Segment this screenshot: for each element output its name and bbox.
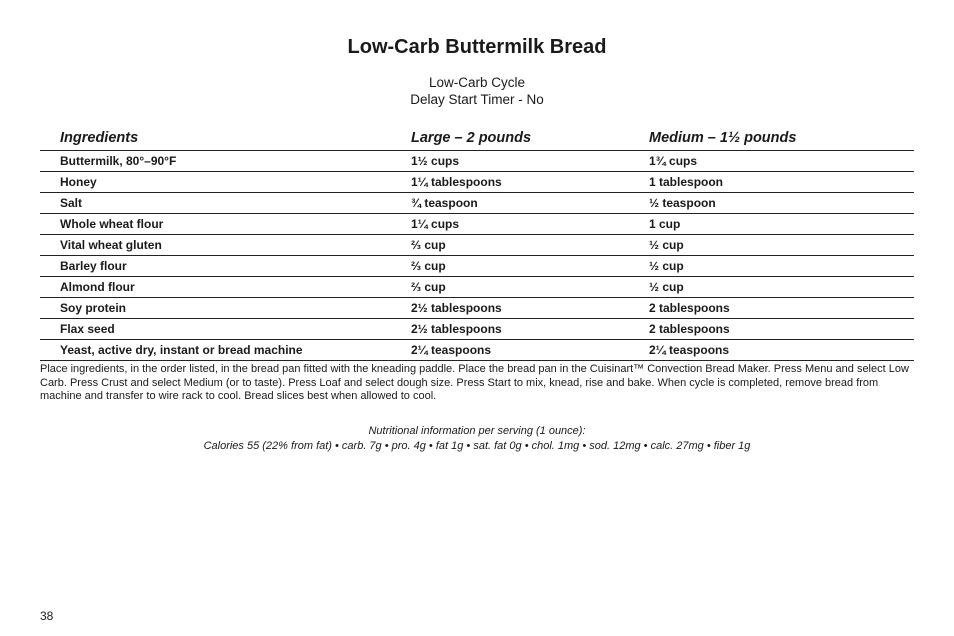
medium-amount: 2 tablespoons bbox=[649, 322, 730, 336]
medium-amount: 2¼ teaspoons bbox=[649, 343, 730, 357]
ingredient-name: Honey bbox=[60, 175, 97, 189]
large-amount: ⅔ cup bbox=[411, 259, 446, 273]
large-amount: 1¼ tablespoons bbox=[411, 175, 502, 189]
recipe-title: Low-Carb Buttermilk Bread bbox=[347, 36, 607, 58]
header-ingredients: Ingredients bbox=[60, 130, 139, 146]
ingredient-name: Whole wheat flour bbox=[60, 217, 164, 231]
large-amount: ⅔ cup bbox=[411, 238, 446, 252]
cycle-label: Low-Carb Cycle bbox=[428, 75, 526, 90]
large-amount: 2¼ teaspoons bbox=[411, 343, 492, 357]
ingredient-name: Salt bbox=[60, 196, 83, 210]
table-row bbox=[40, 277, 914, 298]
ingredient-name: Vital wheat gluten bbox=[60, 238, 162, 252]
large-amount: 1½ cups bbox=[411, 154, 460, 168]
table-header-row bbox=[40, 128, 914, 151]
table-row bbox=[40, 340, 914, 361]
instructions-paragraph: Place ingredients, in the order listed, in the bread pan fitted with the kneading paddle. Place the bread pan in the Cuisinart™ Convection Bread Maker. Press Menu and select Low Carb. Press Crust and select Medium (or to taste). Press Loaf and select dough size. Press Start to mix, knead, rise and bake. When cycle is completed, remove bread from machine and transfer to wire rack to cool. Bread slices best when allowed to cool. bbox=[40, 363, 909, 402]
large-amount: ¾ teaspoon bbox=[411, 196, 478, 210]
medium-amount: ½ cup bbox=[649, 259, 684, 273]
table-row bbox=[40, 172, 914, 193]
ingredients-table bbox=[40, 128, 914, 361]
medium-amount: 1¾ cups bbox=[649, 154, 698, 168]
large-amount: 1¼ cups bbox=[411, 217, 460, 231]
table-row bbox=[40, 235, 914, 256]
nutrition-heading: Nutritional information per serving (1 ounce): bbox=[368, 425, 586, 437]
ingredient-name: Barley flour bbox=[60, 259, 127, 273]
table-row bbox=[40, 319, 914, 340]
header-medium: Medium – 1½ pounds bbox=[649, 130, 797, 146]
table-row bbox=[40, 151, 914, 172]
medium-amount: 1 tablespoon bbox=[649, 175, 724, 189]
header-large: Large – 2 pounds bbox=[411, 130, 532, 146]
medium-amount: ½ cup bbox=[649, 280, 684, 294]
page-number: 38 bbox=[40, 609, 54, 623]
table-row bbox=[40, 193, 914, 214]
nutrition-values: Calories 55 (22% from fat) • carb. 7g • pro. 4g • fat 1g • sat. fat 0g • chol. 1mg • sod. 12mg • calc. 27mg • fiber 1g bbox=[203, 440, 751, 452]
table-row bbox=[40, 298, 914, 319]
medium-amount: ½ teaspoon bbox=[649, 196, 716, 210]
ingredient-name: Buttermilk, 80°–90°F bbox=[60, 154, 177, 168]
medium-amount: 1 cup bbox=[649, 217, 681, 231]
large-amount: ⅔ cup bbox=[411, 280, 446, 294]
ingredient-name: Yeast, active dry, instant or bread machine bbox=[60, 343, 303, 357]
table-row bbox=[40, 214, 914, 235]
ingredient-name: Flax seed bbox=[60, 322, 115, 336]
large-amount: 2½ tablespoons bbox=[411, 322, 502, 336]
ingredient-name: Soy protein bbox=[60, 301, 127, 315]
medium-amount: 2 tablespoons bbox=[649, 301, 730, 315]
ingredient-name: Almond flour bbox=[60, 280, 135, 294]
table-row bbox=[40, 256, 914, 277]
delay-start-label: Delay Start Timer - No bbox=[410, 92, 544, 107]
large-amount: 2½ tablespoons bbox=[411, 301, 502, 315]
medium-amount: ½ cup bbox=[649, 238, 684, 252]
